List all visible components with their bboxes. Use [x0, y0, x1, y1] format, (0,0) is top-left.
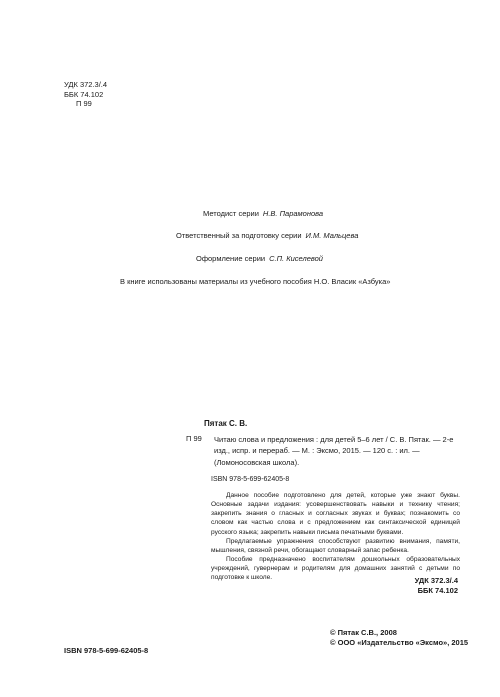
author-index: П 99 [76, 99, 92, 108]
udk-code: УДК 372.3/.4 [64, 80, 108, 89]
credit-design-label: Оформление серии [196, 254, 266, 263]
card-abstract [211, 491, 460, 583]
card-abstract-paragraph: Пособие предназначено воспитателям дошкольных образовательных учреждений, гувернерам и родителям для домашних занятий с детьми по подготовке к школе. [211, 556, 460, 582]
credit-responsible [176, 231, 358, 241]
card-bbk: ББК 74.102 [417, 585, 458, 595]
credit-methodist [203, 209, 323, 219]
card-abstract-paragraph: Предлагаемые упражнения способствуют развитию внимания, памяти, мышления, связной речи, обогащают словарный запас ребенка. [211, 537, 460, 554]
card-author-index: П 99 [186, 434, 202, 443]
credit-responsible-label: Ответственный за подготовку серии [176, 231, 302, 240]
classification-codes [64, 80, 107, 109]
credit-methodist-label: Методист серии [203, 209, 259, 218]
card-isbn: ISBN 978-5-699-62405-8 [211, 476, 290, 483]
footer-isbn: ISBN 978-5-699-62405-8 [64, 646, 149, 655]
copyright-publisher: © ООО «Издательство «Эксмо», 2015 [330, 638, 469, 647]
copyright-author: © Пятак С.В., 2008 [330, 628, 397, 637]
footer-copyright [330, 628, 468, 648]
bbk-code: ББК 74.102 [64, 89, 104, 99]
credit-methodist-name: Н.В. Парамонова [262, 209, 324, 218]
card-codes [415, 576, 458, 595]
card-udk: УДК 372.3/.4 [414, 576, 458, 585]
credit-responsible-name: И.М. Мальцева [305, 231, 359, 240]
card-abstract-paragraph: Данное пособие подготовлено для детей, которые уже знают буквы. Основные задачи издания: усовершенствовать навыки и технику чтения; закрепить знания о гласных и согласных звуках и буквах; познакомить со словом как частью слова и с предложением как синтаксической единицей русского языка; закрепить навыки письма печатными буквами. [211, 492, 460, 536]
card-description: Читаю слова и предложения : для детей 5–6 лет / С. В. Пятак. — 2-е изд., испр. и перераб. — М. : Эксмо, 2015. — 120 с. : ил. — (Ломоносовская школа). [214, 435, 454, 467]
credit-design-name: С.П. Киселевой [269, 254, 323, 263]
source-note: В книге использованы материалы из учебного пособия Н.О. Власик «Азбука» [120, 277, 391, 286]
card-author: Пятак С. В. [204, 419, 248, 428]
credit-design [196, 254, 323, 264]
